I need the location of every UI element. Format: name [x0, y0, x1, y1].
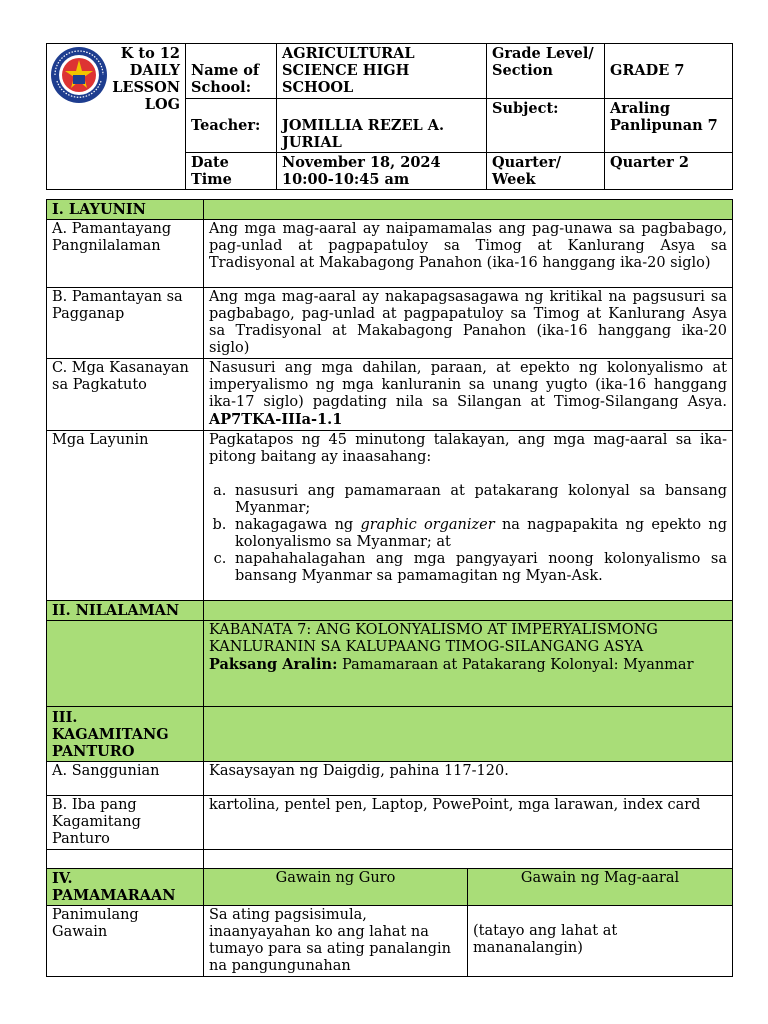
- chapter-title: KABANATA 7: ANG KOLONYALISMO AT IMPERYALISMONG KANLURANIN SA KALUPAANG TIMOG-SILANGANG ASYA: [209, 622, 658, 655]
- grade-value: GRADE 7: [605, 44, 733, 99]
- topic-label: Paksang Aralin:: [209, 656, 338, 673]
- time-value-line: 10:00-10:45 am: [282, 171, 410, 188]
- objective-item: a. nasusuri ang pamamaraan at patakarang kolonyal sa bansang Myanmar;: [231, 483, 727, 517]
- row-label: C. Mga Kasanayan sa Pagkatuto: [47, 359, 204, 431]
- student-activity: (tatayo ang lahat at mananalangin): [468, 906, 733, 977]
- dll-title-line: K to 12: [120, 45, 180, 62]
- blank-cell: [204, 850, 733, 869]
- row-label: B. Iba pang Kagamitang Panturo: [47, 796, 204, 850]
- row-label: A. Pamantayang Pangnilalaman: [47, 220, 204, 288]
- school-label: Name of School:: [186, 44, 277, 99]
- time-label-line: Time: [191, 171, 232, 188]
- grade-label: Grade Level/ Section: [487, 44, 605, 99]
- section-heading-kagamitan: III. KAGAMITANG PANTURO: [47, 707, 204, 762]
- teacher-value: JOMILLIA REZEL A. JURIAL: [277, 99, 487, 153]
- section-heading-layunin: I. LAYUNIN: [47, 200, 204, 220]
- objective-item: c. napahahalagahan ang mga pangyayari noong kolonyalismo sa bansang Myanmar sa pamamagitan ng Myan-Ask.: [231, 551, 727, 585]
- section-heading-blank: [204, 601, 733, 621]
- topic-value: Pamamaraan at Patakarang Kolonyal: Myanmar: [337, 657, 694, 673]
- teacher-activity: Sa ating pagsisimula, inaanyayahan ko ang lahat na tumayo para sa ating panalangin na pangungunahan: [204, 906, 468, 977]
- column-header-guro: Gawain ng Guro: [204, 869, 468, 906]
- subject-label: Subject:: [487, 99, 605, 153]
- content-cell: [204, 621, 733, 707]
- row-text: Kasaysayan ng Daigdig, pahina 117-120.: [204, 762, 733, 796]
- section-heading-pamamaraan: IV. PAMAMARAAN: [47, 869, 204, 906]
- objective-item: b. nakagagawa ng graphic organizer na nagpapakita ng epekto ng kolonyalismo sa Myanmar; at: [231, 517, 727, 551]
- deped-seal-logo: [49, 45, 109, 105]
- objectives-intro: Pagkatapos ng 45 minutong talakayan, ang mga mag-aaral sa ika-pitong baitang ay inaasahang:: [209, 432, 727, 465]
- date-label-line: Date: [191, 154, 229, 171]
- kasanayan-text: [204, 359, 733, 431]
- row-label: Panimulang Gawain: [47, 906, 204, 977]
- row-text: Ang mga mag-aaral ay nakapagsasagawa ng kritikal na pagsusuri sa pagbabago, pag-unlad at pagpapatuloy sa Timog at Kanlurang Asya sa Tradisyonal at Makabagong Panahon (ika-16 hanggang ika-20 siglo): [204, 288, 733, 359]
- objective-emphasis: graphic organizer: [360, 517, 495, 533]
- competency-code: AP7TKA-IIIa-1.1: [209, 411, 343, 428]
- blank-cell: [47, 850, 204, 869]
- dll-title: [112, 45, 180, 113]
- topic-line: [209, 656, 727, 674]
- section-heading-blank: [204, 200, 733, 220]
- quarter-value: Quarter 2: [605, 153, 733, 190]
- date-value-line: November 18, 2024: [282, 154, 441, 171]
- dll-title-line: DAILY: [129, 62, 180, 79]
- row-text: Ang mga mag-aaral ay naipamamalas ang pag-unawa sa pagbabago, pag-unlad at pagpapatuloy sa Timog at Kanlurang Asya sa Tradisyonal at Makabagong Panahon (ika-16 hanggang ika-20 siglo): [204, 220, 733, 288]
- objectives-cell: [204, 431, 733, 601]
- objectives-list: [209, 483, 727, 585]
- date-value: [277, 153, 487, 190]
- kasanayan-body: Nasusuri ang mga dahilan, paraan, at epekto ng kolonyalismo at imperyalismo ng mga kanluranin sa unang yugto (ika-16 hanggang ika-17 siglo) pagdating nila sa Silangan at Timog-Silangang Asya.: [209, 360, 727, 410]
- quarter-label: Quarter/ Week: [487, 153, 605, 190]
- dll-title-line: LOG: [144, 96, 180, 113]
- section-heading-nilalaman: II. NILALAMAN: [47, 601, 204, 621]
- blank-cell: [47, 621, 204, 707]
- logo-cell: [47, 44, 186, 190]
- row-text: kartolina, pentel pen, Laptop, PowePoint, mga larawan, index card: [204, 796, 733, 850]
- date-label: [186, 153, 277, 190]
- row-label: B. Pamantayan sa Pagganap: [47, 288, 204, 359]
- column-header-magaaral: Gawain ng Mag-aaral: [468, 869, 733, 906]
- section-heading-blank: [204, 707, 733, 762]
- header-table: [46, 43, 733, 190]
- teacher-label: Teacher:: [186, 99, 277, 153]
- dll-title-line: LESSON: [112, 79, 180, 96]
- row-label: A. Sanggunian: [47, 762, 204, 796]
- row-label: Mga Layunin: [47, 431, 204, 601]
- subject-value: Araling Panlipunan 7: [605, 99, 733, 153]
- school-value: AGRICULTURAL SCIENCE HIGH SCHOOL: [277, 44, 487, 99]
- lesson-plan-table: [46, 199, 733, 977]
